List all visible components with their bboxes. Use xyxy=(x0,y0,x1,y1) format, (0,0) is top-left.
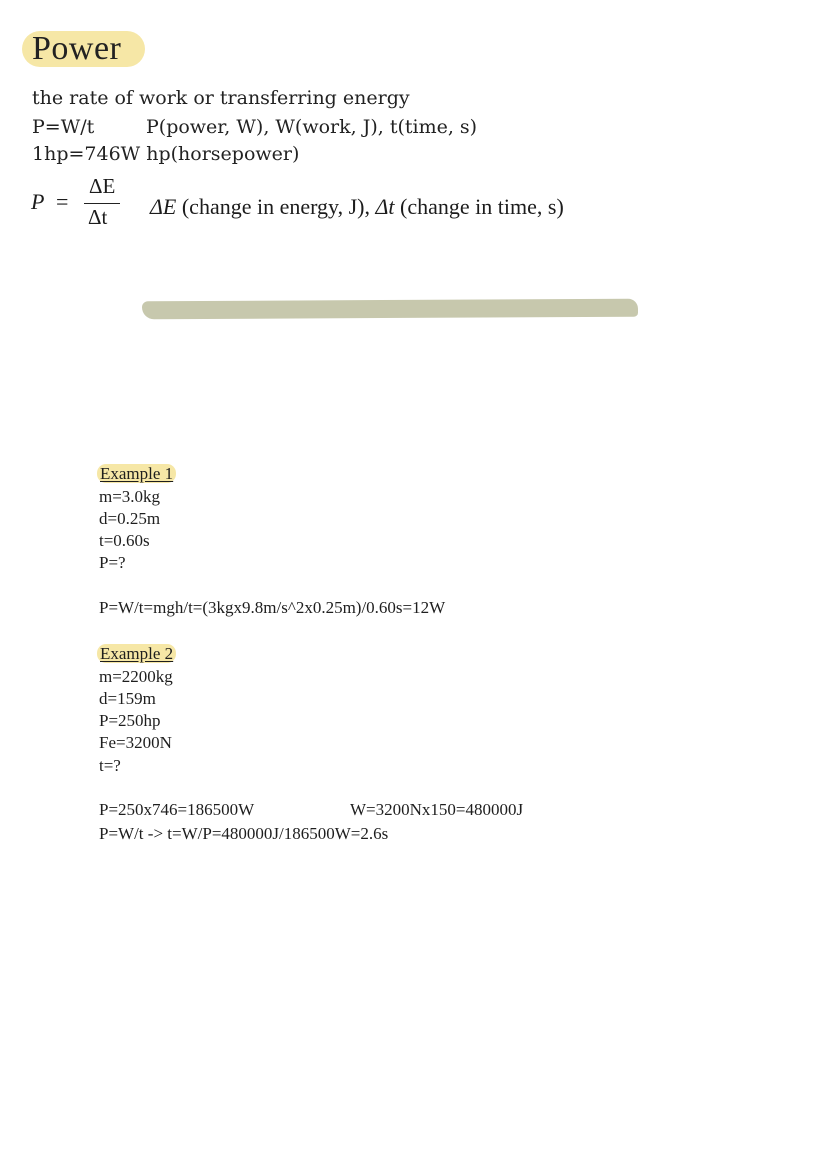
fraction-numerator: ΔE xyxy=(89,174,116,198)
example-2-line: P=250hp xyxy=(99,711,161,730)
delta-e-text: (change in energy, J), xyxy=(181,194,376,219)
example-2-tag: Example 2 xyxy=(97,644,176,663)
fraction-lhs: P xyxy=(31,189,45,214)
horsepower-line: 1hp=746W hp(horsepower) xyxy=(32,143,300,165)
example-1-solution: P=W/t=mgh/t=(3kgx9.8m/s^2x0.25m)/0.60s=12W xyxy=(99,598,446,617)
example-2-line: t=? xyxy=(99,756,121,775)
example-2-solution-work: W=3200Nx150=480000J xyxy=(350,800,524,819)
example-2-solution-time: P=W/t -> t=W/P=480000J/186500W=2.6s xyxy=(99,824,389,843)
example-2-line: Fe=3200N xyxy=(99,733,172,752)
formula-variables: P(power, W), W(work, J), t(time, s) xyxy=(146,116,478,138)
fraction-equals: = xyxy=(56,189,69,214)
example-1-line: P=? xyxy=(99,553,126,572)
page-title: Power xyxy=(32,30,122,67)
example-1-label xyxy=(97,464,176,484)
example-2-line: m=2200kg xyxy=(99,667,173,686)
delta-e-symbol: ΔE xyxy=(150,194,177,219)
delta-t-symbol: Δt xyxy=(375,194,395,219)
brush-stroke-divider xyxy=(142,299,638,320)
fraction-denominator: Δt xyxy=(88,205,108,229)
formula-line: P=W/t xyxy=(32,116,95,138)
fraction-description xyxy=(150,194,564,220)
example-1-line: t=0.60s xyxy=(99,531,150,550)
example-2-label xyxy=(97,644,176,664)
example-2-solution-power: P=250x746=186500W xyxy=(99,800,255,819)
example-1-line: d=0.25m xyxy=(99,509,161,528)
example-1-line: m=3.0kg xyxy=(99,487,161,506)
definition-text: the rate of work or transferring energy xyxy=(32,87,410,109)
example-1-tag: Example 1 xyxy=(97,464,176,483)
delta-t-text: (change in time, s) xyxy=(400,194,564,219)
example-2-line: d=159m xyxy=(99,689,156,708)
